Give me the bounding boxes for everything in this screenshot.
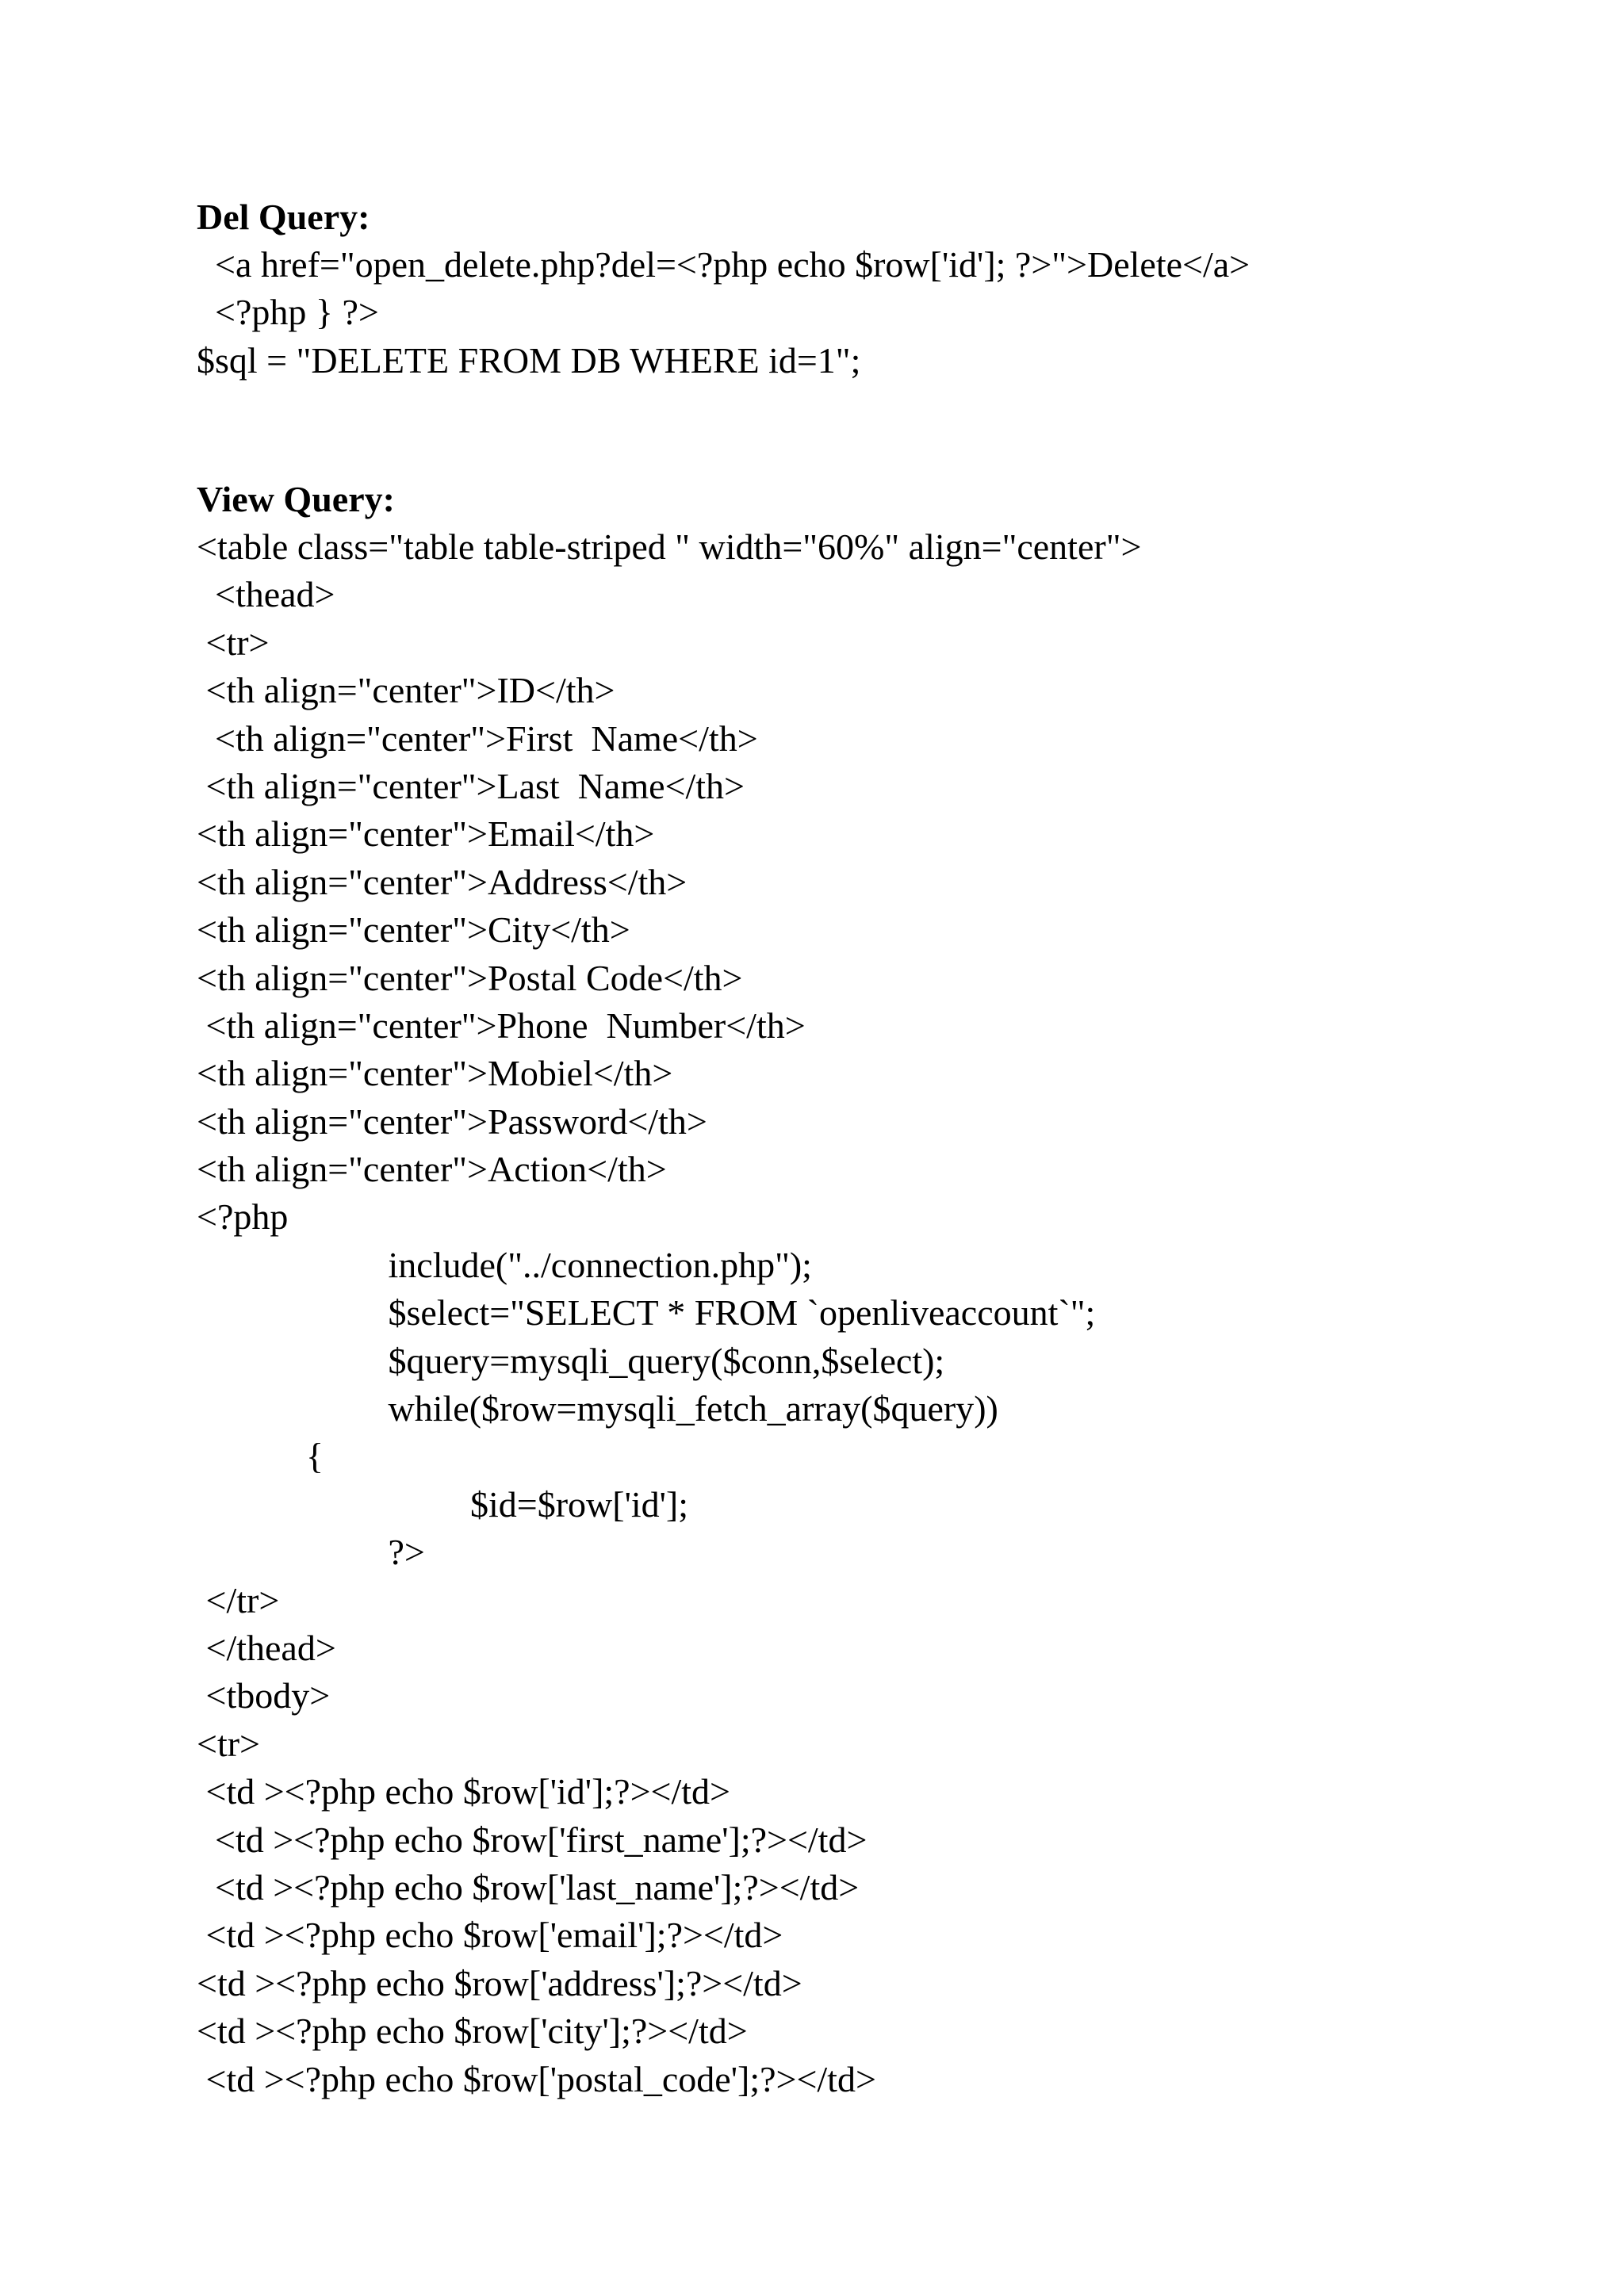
code-line: <td ><?php echo $row['first_name'];?></td>	[197, 1819, 868, 1860]
code-line: while($row=mysqli_fetch_array($query))	[197, 1388, 998, 1429]
code-line: <th align="center">Mobiel</th>	[197, 1053, 673, 1094]
code-line: <td ><?php echo $row['id'];?></td>	[197, 1771, 730, 1812]
code-line: <?php	[197, 1196, 289, 1238]
code-line: <th align="center">Phone Number</th>	[197, 1004, 806, 1046]
code-line: <tr>	[197, 622, 270, 663]
code-line: </thead>	[197, 1627, 336, 1668]
code-line: <table class="table table-striped " width="60%" align="center">	[197, 526, 1142, 567]
code-line: include("../connection.php");	[197, 1244, 812, 1285]
code-line: <tr>	[197, 1723, 260, 1764]
code-line: <td ><?php echo $row['last_name'];?></td>	[197, 1866, 860, 1908]
code-line: <thead>	[197, 574, 335, 615]
code-line: {	[197, 1436, 324, 1477]
code-line: <th align="center">Last Name</th>	[197, 765, 745, 806]
del-query-heading: Del Query:	[197, 197, 370, 237]
code-line: <th align="center">First Name</th>	[197, 718, 758, 759]
code-line: <td ><?php echo $row['city'];?></td>	[197, 2011, 748, 2052]
code-line: $select="SELECT * FROM `openliveaccount`";	[197, 1292, 1096, 1334]
code-line: ?>	[197, 1532, 425, 1573]
code-line: <?php } ?>	[197, 292, 379, 333]
code-line: <th align="center">Postal Code</th>	[197, 957, 743, 998]
code-line: <td ><?php echo $row['postal_code'];?></td>	[197, 2058, 876, 2099]
code-line: <th align="center">ID</th>	[197, 670, 615, 711]
code-line: <td ><?php echo $row['address'];?></td>	[197, 1962, 802, 2003]
code-line: <th align="center">Email</th>	[197, 813, 655, 855]
del-query-section	[197, 193, 1545, 385]
code-line: <a href="open_delete.php?del=<?php echo $row['id']; ?>">Delete</a>	[197, 244, 1251, 285]
code-line: $query=mysqli_query($conn,$select);	[197, 1340, 945, 1381]
code-line: <th align="center">Action</th>	[197, 1149, 667, 1190]
code-line: <td ><?php echo $row['email'];?></td>	[197, 1915, 783, 1956]
code-line: <th align="center">City</th>	[197, 909, 630, 951]
code-line: <th align="center">Address</th>	[197, 861, 688, 902]
code-line: <tbody>	[197, 1675, 331, 1716]
view-query-heading: View Query:	[197, 479, 395, 519]
code-line: $id=$row['id'];	[197, 1483, 689, 1525]
code-line: $sql = "DELETE FROM DB WHERE id=1";	[197, 339, 861, 381]
code-line: </tr>	[197, 1579, 280, 1621]
view-query-section	[197, 476, 1545, 2103]
code-line: <th align="center">Password</th>	[197, 1100, 707, 1142]
